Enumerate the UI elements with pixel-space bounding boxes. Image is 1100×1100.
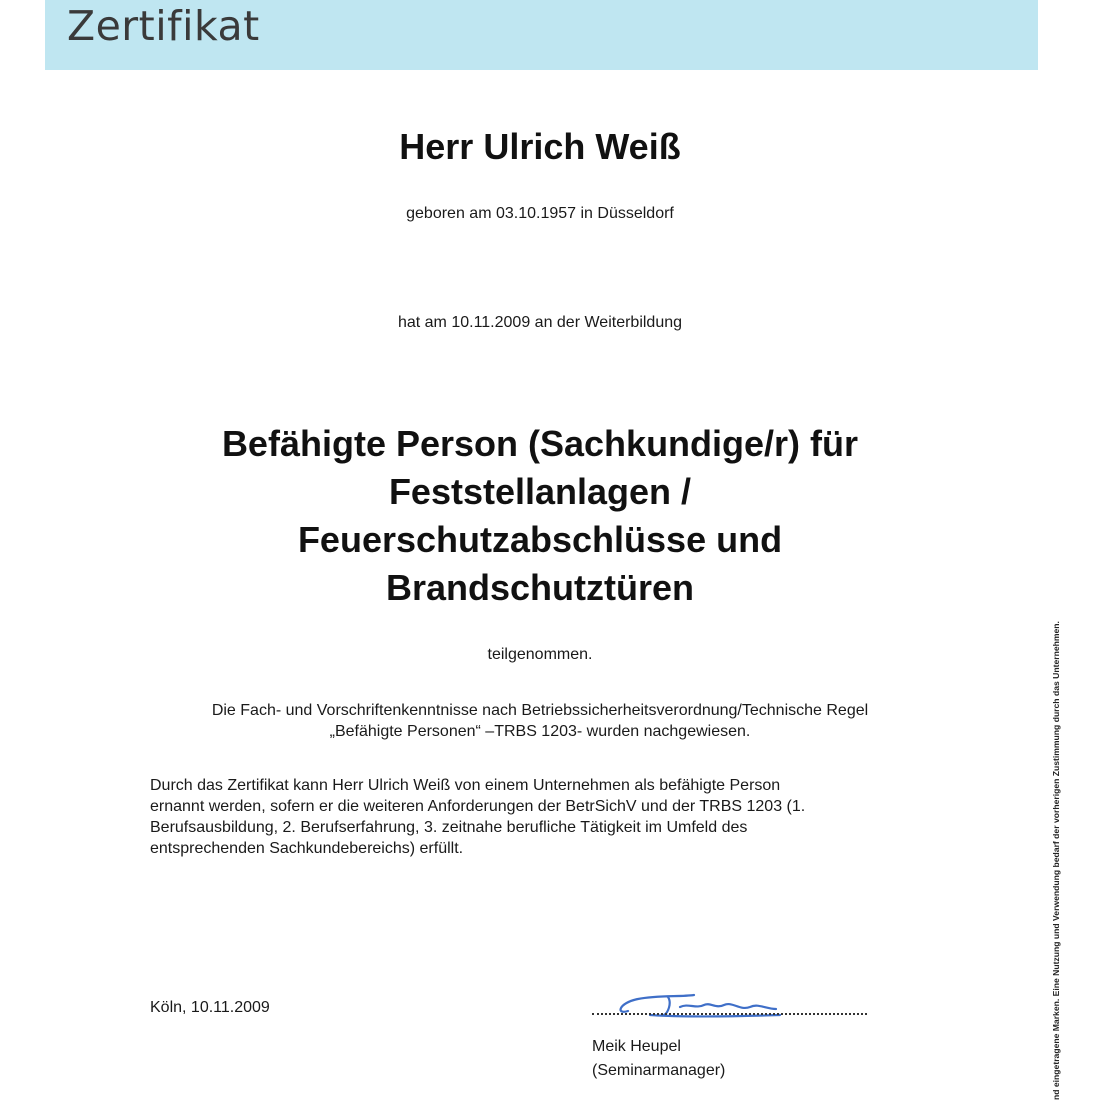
certificate-title: Zertifikat <box>67 2 260 50</box>
course-title-line: Feuerschutzabschlüsse und <box>297 519 783 560</box>
signer-role: (Seminarmanager) <box>592 1062 726 1079</box>
legal-side-note: nd eingetragene Marken. Eine Nutzung und Verwendung bedarf der vorherigen Zustimmung durch das Unternehmen. <box>1051 621 1061 1100</box>
header-banner <box>45 0 1038 70</box>
course-title <box>0 420 1080 612</box>
attendance-line: hat am 10.11.2009 an der Weiterbildung <box>397 314 683 331</box>
course-title-line: Feststellanlagen / <box>388 471 692 512</box>
signature-line <box>592 1013 867 1015</box>
statement-line: ernannt werden, sofern er die weiteren Anforderungen der BetrSichV und der TRBS 1203 (1. <box>150 798 806 815</box>
statement-line: Durch das Zertifikat kann Herr Ulrich Weiß von einem Unternehmen als befähigte Person <box>150 777 781 794</box>
recipient-name: Herr Ulrich Weiß <box>399 126 681 167</box>
statement-paragraph <box>150 775 930 859</box>
proof-paragraph <box>0 700 1080 742</box>
birth-line: geboren am 03.10.1957 in Düsseldorf <box>406 205 674 222</box>
signature-image <box>610 985 790 1025</box>
proof-line: „Befähigte Personen“ –TRBS 1203- wurden nachgewiesen. <box>329 723 751 740</box>
statement-line: Berufsausbildung, 2. Berufserfahrung, 3. zeitnahe berufliche Tätigkeit im Umfeld des <box>150 819 748 836</box>
signer-name: Meik Heupel <box>592 1038 681 1055</box>
participated-line: teilgenommen. <box>487 646 593 663</box>
course-title-line: Befähigte Person (Sachkundige/r) für <box>221 423 859 464</box>
proof-line: Die Fach- und Vorschriftenkenntnisse nach Betriebssicherheitsverordnung/Technische Regel <box>211 702 869 719</box>
place-date: Köln, 10.11.2009 <box>150 999 270 1016</box>
course-title-line: Brandschutztüren <box>385 567 695 608</box>
statement-line: entsprechenden Sachkundebereichs) erfüllt. <box>150 840 464 857</box>
